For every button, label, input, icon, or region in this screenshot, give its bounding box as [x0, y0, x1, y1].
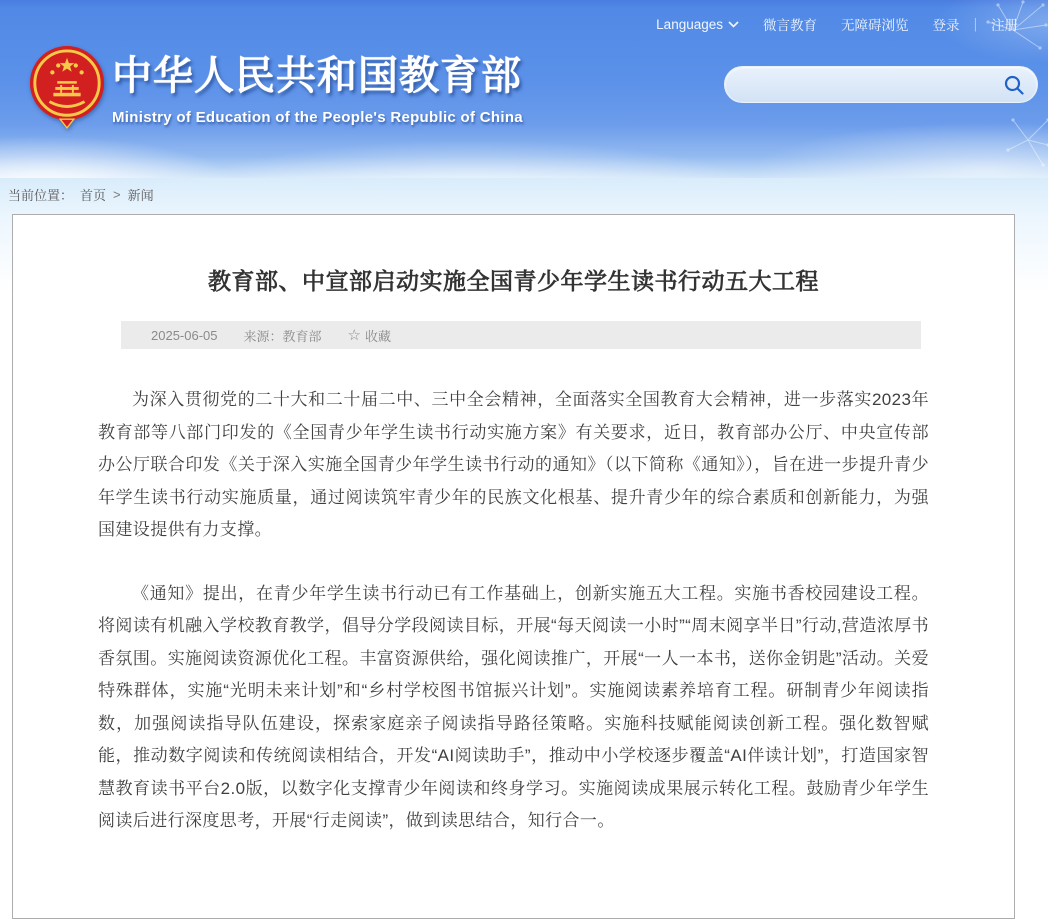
languages-label: Languages	[656, 16, 723, 32]
register-link[interactable]: 注册	[991, 18, 1018, 33]
search-input[interactable]	[741, 67, 1001, 102]
site-header	[0, 0, 1048, 178]
star-icon: ☆	[347, 326, 361, 344]
auth-links	[933, 14, 1019, 34]
article-title: 教育部、中宣部启动实施全国青少年学生读书行动五大工程	[208, 268, 819, 294]
article-date: 2025-06-05	[151, 327, 218, 343]
nav-divider: ｜	[968, 18, 982, 33]
weiyan-jiaoyu-link[interactable]: 微言教育	[763, 18, 817, 33]
article-source	[244, 326, 322, 345]
page-body	[0, 178, 1048, 919]
source-label: 来源：	[243, 328, 283, 344]
article-paragraph: 为深入贯彻党的二十大和二十届二中、三中全会精神，全面落实全国教育大会精神，进一步落实2023年教育部等八部门印发的《全国青少年学生读书行动实施方案》有关要求，近日，教育部办公厅、中央宣传部办公厅联合印发《关于深入实施全国青少年学生读书行动的通知》（以下简称《通知》），旨在进一步提升青少年学生读书行动实施质量，通过阅读筑牢青少年的民族文化根基、提升青少年的综合素质和创新能力，为强国建设提供有力支撑。	[98, 390, 929, 539]
article-meta-bar	[121, 321, 921, 349]
top-nav	[656, 14, 1018, 34]
breadcrumb-home-link[interactable]: 首页	[80, 188, 107, 203]
login-link[interactable]: 登录	[932, 18, 960, 33]
breadcrumb-current-link[interactable]: 新闻	[127, 188, 154, 203]
article-card	[12, 214, 1015, 919]
search-icon	[1003, 74, 1025, 96]
search-button[interactable]	[1001, 72, 1027, 98]
collect-label: 收藏	[364, 328, 391, 344]
article-body	[98, 384, 929, 838]
site-subtitle: Ministry of Education of the People's Republic of China	[112, 109, 523, 126]
languages-menu[interactable]	[656, 17, 739, 32]
breadcrumb-label: 当前位置：	[8, 188, 74, 203]
collect-button[interactable]	[348, 326, 391, 345]
site-title-block	[112, 44, 523, 126]
breadcrumb-separator: >	[113, 187, 121, 202]
source-value: 教育部	[282, 328, 322, 344]
site-title: 中华人民共和国教育部	[112, 54, 522, 98]
article-paragraph: 《通知》提出，在青少年学生读书行动已有工作基础上，创新实施五大工程。实施书香校园建设工程。将阅读有机融入学校教育教学，倡导分学段阅读目标，开展“每天阅读一小时”“周末阅享半日”行动,营造浓厚书香氛围。实施阅读资源优化工程。丰富资源供给，强化阅读推广，开展“一人一本书，送你金钥匙”活动。关爱特殊群体，实施“光明未来计划”和“乡村学校图书馆振兴计划”。实施阅读素养培育工程。研制青少年阅读指数，加强阅读指导队伍建设，探索家庭亲子阅读指导路径策略。实施科技赋能阅读创新工程。强化数智赋能，推动数字阅读和传统阅读相结合，开发“AI阅读助手”，推动中小学校逐步覆盖“AI伴读计划”，打造国家智慧教育读书平台2.0版，以数字化支撑青少年阅读和终身学习。实施阅读成果展示转化工程。鼓励青少年学生阅读后进行深度思考，开展“行走阅读”，做到读思结合，知行合一。	[98, 583, 929, 830]
chevron-down-icon	[728, 21, 739, 28]
search-bar	[724, 66, 1038, 103]
national-emblem-logo[interactable]	[28, 42, 106, 130]
breadcrumb	[0, 178, 1048, 204]
accessibility-link[interactable]: 无障碍浏览	[841, 18, 909, 33]
